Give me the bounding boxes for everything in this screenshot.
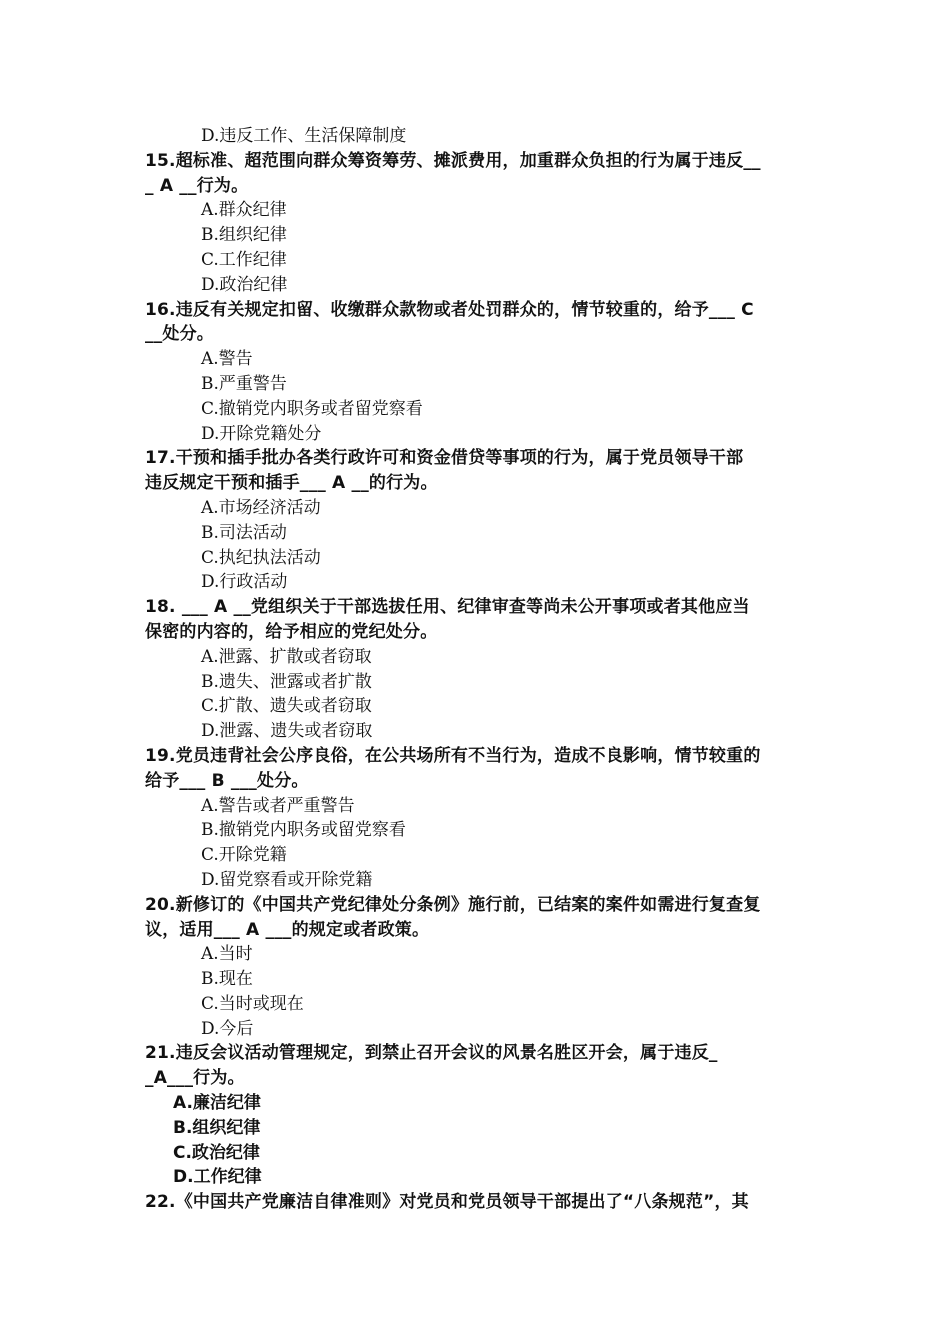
question-text-line: 22.《中国共产党廉洁自律准则》对党员和党员领导干部提出了“八条规范”，其 <box>145 1192 749 1213</box>
answer-option: D.开除党籍处分 <box>201 423 322 444</box>
answer-option: C.扩散、遗失或者窃取 <box>201 696 372 717</box>
answer-option: A.群众纪律 <box>201 200 287 221</box>
answer-option: A.泄露、扩散或者窃取 <box>201 646 372 667</box>
answer-option: A.警告 <box>201 349 253 370</box>
answer-option: D.今后 <box>201 1018 254 1039</box>
answer-option: A.警告或者严重警告 <box>201 795 355 816</box>
answer-option: D.违反工作、生活保障制度 <box>201 126 407 146</box>
question-text-line: 给予___ B ___处分。 <box>145 770 309 791</box>
question-text-line: 17.干预和插手批办各类行政许可和资金借贷等事项的行为，属于党员领导干部 <box>145 448 744 469</box>
answer-option: B.组织纪律 <box>173 1117 261 1138</box>
question-text-line: _ A __行为。 <box>145 175 249 196</box>
question-text-line: _A___行为。 <box>145 1068 245 1089</box>
answer-option: C.工作纪律 <box>201 249 287 270</box>
question-text-line: 15.超标准、超范围向群众筹资筹劳、摊派费用，加重群众负担的行为属于违反__ <box>145 150 761 171</box>
answer-option: C.撤销党内职务或者留党察看 <box>201 398 423 419</box>
answer-option: D.工作纪律 <box>173 1167 262 1188</box>
question-text-line: 20.新修订的《中国共产党纪律处分条例》施行前，已结案的案件如需进行复查复 <box>145 894 761 915</box>
question-text-line: __处分。 <box>145 324 214 345</box>
question-text-line: 议，适用___ A ___的规定或者政策。 <box>145 919 430 940</box>
question-text-line: 违反规定干预和插手___ A __的行为。 <box>145 473 438 494</box>
answer-option: D.政治纪律 <box>201 274 288 295</box>
answer-option: B.撤销党内职务或留党察看 <box>201 820 406 841</box>
answer-option: C.当时或现在 <box>201 993 304 1014</box>
question-text-line: 16.违反有关规定扣留、收缴群众款物或者处罚群众的，情节较重的，给予___ C <box>145 299 754 320</box>
question-text-line: 19.党员违背社会公序良俗，在公共场所有不当行为，造成不良影响，情节较重的 <box>145 745 761 766</box>
question-text-line: 21.违反会议活动管理规定，到禁止召开会议的风景名胜区开会，属于违反_ <box>145 1043 718 1064</box>
answer-option: B.司法活动 <box>201 522 287 543</box>
document-body <box>145 124 810 1215</box>
answer-option: B.现在 <box>201 969 253 990</box>
answer-option: B.组织纪律 <box>201 225 287 246</box>
answer-option: B.遗失、泄露或者扩散 <box>201 671 372 692</box>
question-text-line: 18. ___ A __党组织关于干部选拔任用、纪律审查等尚未公开事项或者其他应当 <box>145 597 750 618</box>
question-text-line: 保密的内容的，给予相应的党纪处分。 <box>145 621 438 642</box>
answer-option: D.留党察看或开除党籍 <box>201 869 373 890</box>
answer-option: A.廉洁纪律 <box>173 1093 261 1114</box>
answer-option: B.严重警告 <box>201 373 287 394</box>
answer-option: D.泄露、遗失或者窃取 <box>201 721 373 742</box>
answer-option: C.开除党籍 <box>201 845 287 866</box>
answer-option: A.市场经济活动 <box>201 497 321 518</box>
answer-option: C.执纪执法活动 <box>201 547 321 568</box>
answer-option: A.当时 <box>201 944 253 965</box>
answer-option: D.行政活动 <box>201 572 288 593</box>
answer-option: C.政治纪律 <box>173 1142 260 1163</box>
